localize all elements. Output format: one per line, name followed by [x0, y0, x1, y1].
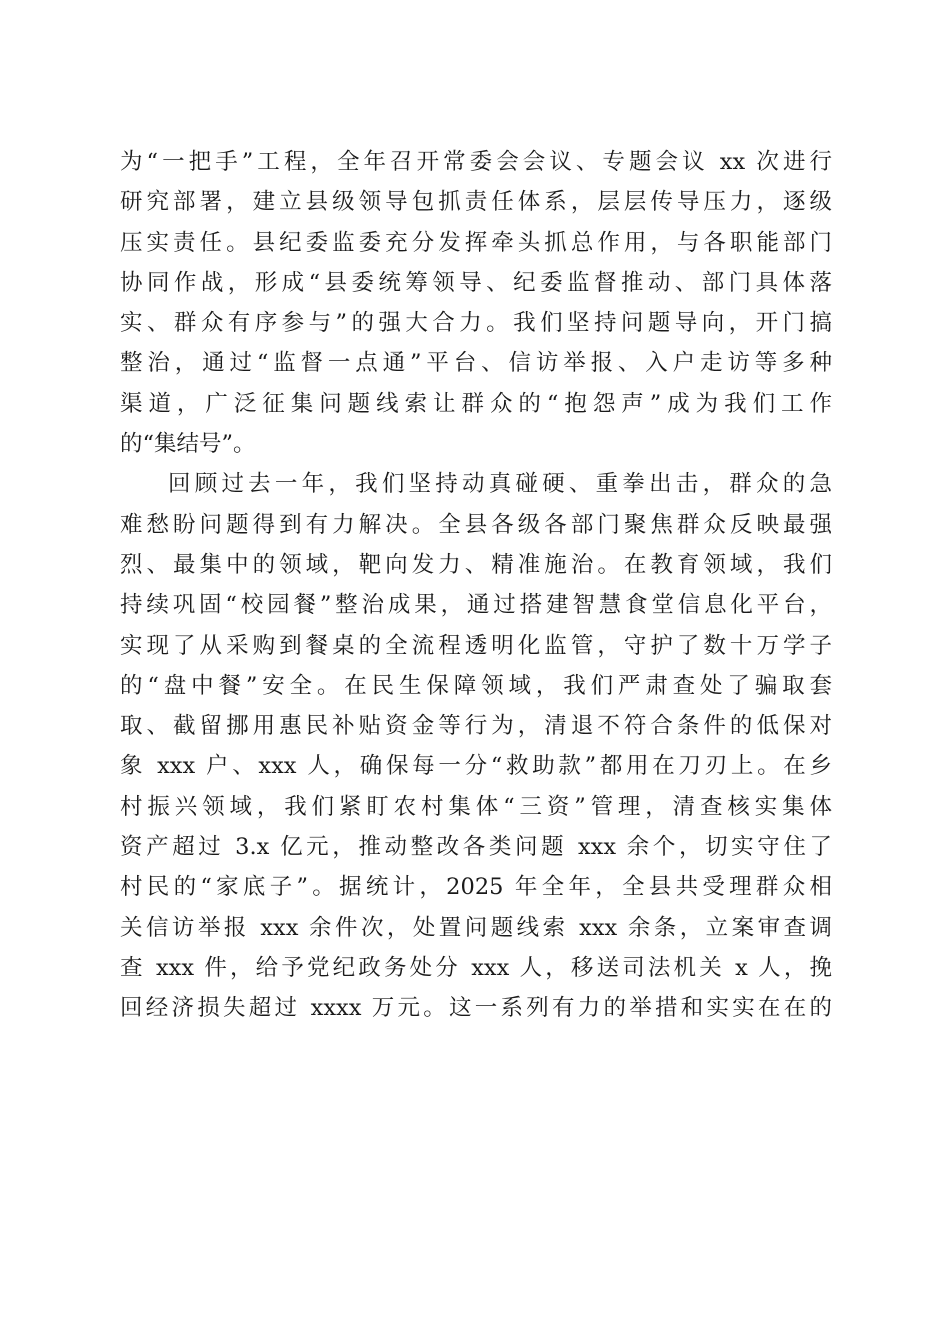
- body-text: [120, 142, 832, 1029]
- text-line: 整治，通过“监督一点通”平台、信访举报、入户走访等多种: [120, 350, 832, 377]
- text-line: 压实责任。县纪委监委充分发挥牵头抓总作用，与各职能部门: [120, 229, 832, 256]
- text-line: 协同作战，形成“县委统筹领导、纪委监督推动、部门具体落: [120, 269, 832, 296]
- text-line: 查 xxx 件，给予党纪政务处分 xxx 人，移送司法机关 x 人，挽: [120, 954, 832, 981]
- text-line: 回经济损失超过 xxxx 万元。这一系列有力的举措和实实在在的: [120, 995, 832, 1022]
- text-line: 村民的“家底子”。据统计，2025 年全年，全县共受理群众相: [120, 874, 832, 901]
- text-line: 研究部署，建立县级领导包抓责任体系，层层传导压力，逐级: [120, 189, 832, 216]
- text-line: 村振兴领域，我们紧盯农村集体“三资”管理，清查核实集体: [120, 793, 832, 820]
- text-line: 的“盘中餐”安全。在民生保障领域，我们严肃查处了骗取套: [120, 672, 832, 699]
- text-line: 回顾过去一年，我们坚持动真碰硬、重拳出击，群众的急: [168, 471, 832, 498]
- text-line: 的“集结号”。: [120, 431, 256, 458]
- text-line: 象 xxx 户、xxx 人，确保每一分“救助款”都用在刀刃上。在乡: [120, 753, 832, 780]
- text-line: 实、群众有序参与”的强大合力。我们坚持问题导向，开门搞: [120, 310, 832, 337]
- text-line: 为“一把手”工程，全年召开常委会会议、专题会议 xx 次进行: [120, 149, 832, 175]
- text-line: 关信访举报 xxx 余件次，处置问题线索 xxx 余条，立案审查调: [120, 914, 832, 941]
- paragraph-2: [120, 464, 832, 1028]
- text-line: 渠道，广泛征集问题线索让群众的“抱怨声”成为我们工作: [120, 390, 832, 417]
- text-line: 资产超过 3.x 亿元，推动整改各类问题 xxx 余个，切实守住了: [120, 834, 832, 861]
- text-line: 持续巩固“校园餐”整治成果，通过搭建智慧食堂信息化平台，: [120, 592, 832, 619]
- text-line: 难愁盼问题得到有力解决。全县各级各部门聚焦群众反映最强: [120, 511, 832, 538]
- paragraph-1: [120, 142, 832, 464]
- text-line: 实现了从采购到餐桌的全流程透明化监管，守护了数十万学子: [120, 632, 832, 659]
- text-line: 取、截留挪用惠民补贴资金等行为，清退不符合条件的低保对: [120, 713, 832, 740]
- text-line: 烈、最集中的领域，靶向发力、精准施治。在教育领域，我们: [120, 551, 832, 578]
